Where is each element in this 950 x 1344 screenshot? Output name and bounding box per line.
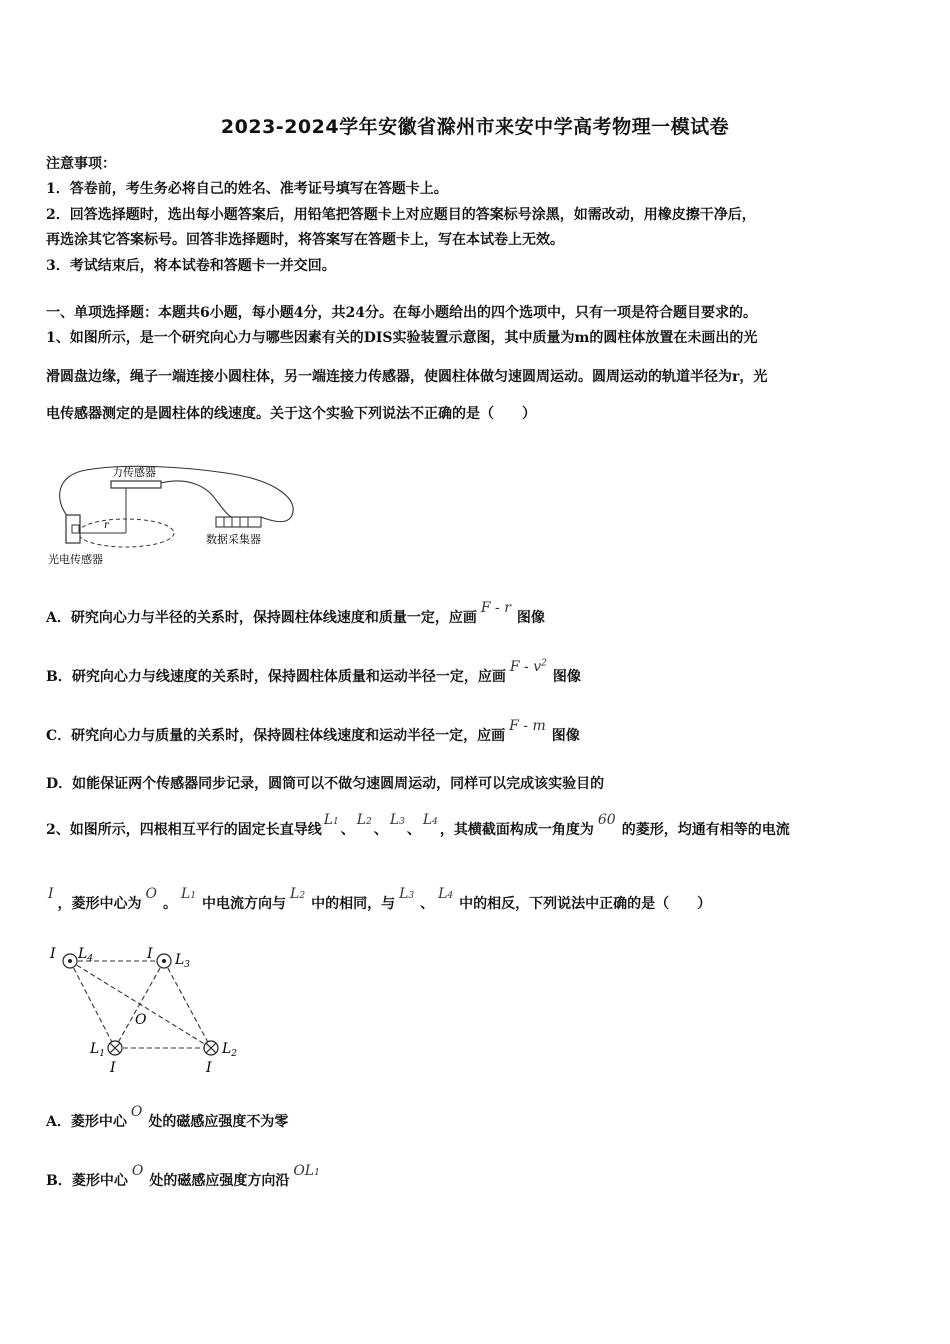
q1-option-b[interactable]: B．研究向心力与线速度的关系时，保持圆柱体质量和运动半径一定，应画F - $v^2$图像 [46,658,581,685]
q1-apparatus-figure [46,455,306,570]
label-O: O [135,1012,147,1028]
page-title: 2023-2024学年安徽省滁州市来安中学高考物理一模试卷 [220,116,730,138]
wire-L3-ref: L3 [399,886,415,902]
edge-L3-L2 [164,961,211,1048]
current-I: I [48,886,54,902]
math-F-v2: F - $v^2$ [509,658,547,675]
q1-option-d[interactable]: D．如能保证两个传感器同步记录，圆筒可以不做匀速圆周运动，同样可以完成该实验目的 [46,776,605,792]
label-L2: $L_2$ [222,1041,238,1059]
data-collector-label: 数据采集器 [206,533,261,546]
force-sensor-cable [161,481,236,519]
notice-heading: 注意事项： [46,156,116,172]
q2-stem-line1: 2、如图所示，四根相互平行的固定长直导线L1 、L2 、L3 、L4 ，其横截面构成一角度为60的菱形，均通有相等的电流 [46,812,790,838]
photo-sensor-body [66,515,80,543]
wire-L2: L2 [356,812,372,828]
center-O: O [145,886,158,902]
notice-item-2-cont: 再选涂其它答案标号。回答非选择题时，将答案写在答题卡上，写在本试卷上无效。 [46,232,564,248]
q1-stem-line1: 1、如图所示，是一个研究向心力与哪些因素有关的DIS实验装置示意图，其中质量为m的圆柱体放置在未画出的光 [46,330,758,346]
notice-item-3: 3．考试结束后，将本试卷和答题卡一并交回。 [46,258,336,274]
photo-sensor-label: 光电传感器 [48,553,103,566]
notice-item-1: 1．答卷前，考生务必将自己的姓名、准考证号填写在答题卡上。 [46,181,448,197]
q2-option-b[interactable]: B．菱形中心O处的磁感应强度方向沿OL1 [46,1163,320,1189]
wire-L3: L3 [389,812,405,828]
radius-label: r [104,520,109,531]
math-F-m: F - m [509,718,546,734]
data-collector-body [216,517,261,527]
label-I-L1: I [110,1060,116,1076]
angle-value: 60 [597,812,616,828]
wire-L4-out [63,954,77,968]
wire-L3-out [157,954,171,968]
diagonal-L4-L2 [70,961,211,1048]
edge-L4-L1 [70,961,115,1048]
force-sensor-label: 力传感器 [112,466,156,479]
section-heading: 一、单项选择题：本题共6小题，每小题4分，共24分。在每小题给出的四个选项中，只有一项是符合题目要求的。 [46,305,757,321]
label-I-L2: I [206,1060,212,1076]
q1-option-a[interactable]: A．研究向心力与半径的关系时，保持圆柱体线速度和质量一定，应画F - r图像 [46,600,545,626]
wire-L2-in [204,1041,218,1055]
notice-item-2: 2．回答选择题时，选出每小题答案后，用铅笔把答题卡上对应题目的答案标号涂黑，如需改动，用橡皮擦干净后， [46,207,756,223]
label-I-L3: I [147,946,153,962]
center-O-b: O [131,1163,144,1179]
label-L1: $L_1$ [90,1041,106,1059]
label-L4: $L_4$ [78,946,94,964]
wire-L1: L1 [323,812,339,828]
q1-stem-line2: 滑圆盘边缘，绳子一端连接小圆柱体，另一端连接力传感器，使圆柱体做匀速圆周运动。圆周运动的轨道半径为r，光 [46,369,768,385]
q2-stem-line2: I，菱形中心为O。L1 中电流方向与L2 中的相同，与L3 、L4 中的相反，下列说法中正确的是（ ） [48,886,712,912]
q2-rhombus-figure [46,940,256,1080]
wire-L2-ref: L2 [290,886,306,902]
wire-L4: L4 [422,812,438,828]
q1-stem-line3: 电传感器测定的是圆柱体的线速度。关于这个实验下列说法不正确的是（ ） [46,406,536,422]
sensor-cable [60,466,294,521]
wire-L1-in [108,1041,122,1055]
math-F-r: F - r [480,600,511,616]
direction-OL1: OL1 [293,1163,320,1179]
wire-L1-ref: L1 [181,886,197,902]
q1-option-c[interactable]: C．研究向心力与质量的关系时，保持圆柱体线速度和运动半径一定，应画F - m图像 [46,718,580,744]
force-sensor-body [111,481,161,488]
label-I-L4: I [50,946,56,962]
diagonal-L3-L1 [115,961,164,1048]
label-L3: $L_3$ [175,952,191,970]
wire-L4-ref: L4 [438,886,454,902]
q2-option-a[interactable]: A．菱形中心O处的磁感应强度不为零 [46,1104,289,1130]
center-O-a: O [130,1104,143,1120]
